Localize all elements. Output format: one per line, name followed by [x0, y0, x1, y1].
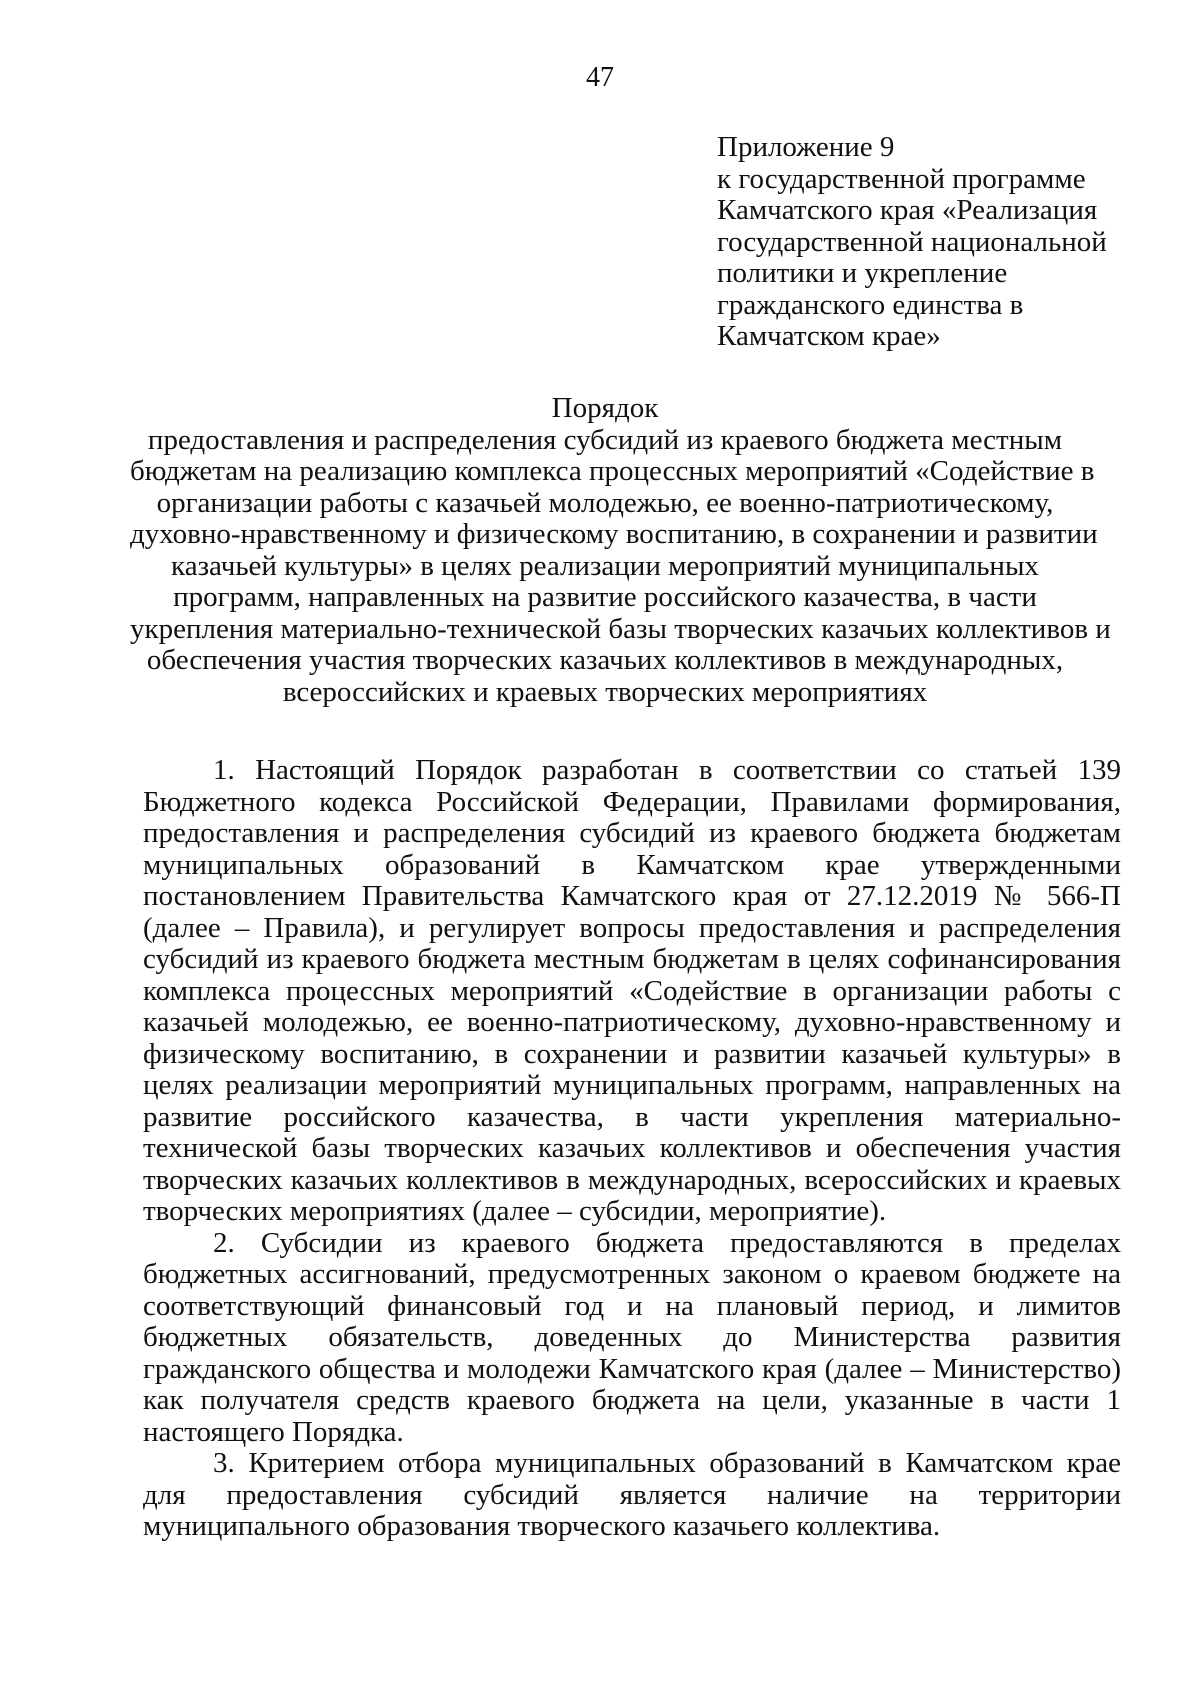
title-line: всероссийских и краевых творческих мероприятиях	[282, 675, 928, 708]
title-line: предоставления и распределения субсидий из краевого бюджета местным	[147, 423, 1063, 456]
appendix-header	[717, 132, 1137, 353]
appendix-line: Приложение 9	[717, 131, 895, 163]
appendix-line: государственной национальной	[717, 225, 1107, 258]
document-title	[130, 392, 1111, 708]
appendix-line: Камчатского края «Реализация	[717, 194, 1098, 226]
title-line: организации работы с казачьей молодежью, ее военно-патриотическому,	[156, 486, 1054, 519]
title-heading: Порядок	[551, 392, 659, 424]
paragraph-2: 2. Субсидии из краевого бюджета предоставляются в пределах бюджетных ассигнований, предусмотренных законом о краевом бюджете на соответствующий финансовый год и на плановый период, и лимитов бюджетных обязательств, доведенных до Министерства развития гражданского общества и молодежи Камчатского края (далее – Министерство) как получателя средств краевого бюджета на цели, указанные в части 1 настоящего Порядка.	[143, 1226, 1121, 1448]
document-body	[143, 755, 1121, 1543]
appendix-line: Камчатском крае»	[717, 320, 941, 352]
title-line: бюджетам на реализацию комплекса процессных мероприятий «Содействие в	[130, 455, 1095, 487]
appendix-line: к государственной программе	[717, 162, 1086, 195]
paragraph-1: 1. Настоящий Порядок разработан в соответствии со статьей 139 Бюджетного кодекса Российской Федерации, Правилами формирования, предоставления и распределения субсидий из краевого бюджета бюджетам муниципальных образований в Камчатском крае утвержденными постановлением Правительства Камчатского края от 27.12.2019 № 566-П (далее – Правила), и регулирует вопросы предоставления и распределения субсидий из краевого бюджета местным бюджетам в целях софинансирования комплекса процессных мероприятий «Содействие в организации работы с казачьей молодежью, ее военно-патриотическому, духовно-нравственному и физическому воспитанию, в сохранении и развитии казачьей культуры» в целях реализации мероприятий муниципальных программ, направленных на развитие российского казачества, в части укрепления материально-технической базы творческих казачьих коллективов и обеспечения участия творческих казачьих коллективов в международных, всероссийских и краевых творческих мероприятиях (далее – субсидии, мероприятие).	[143, 754, 1121, 1227]
paragraph-3: 3. Критерием отбора муниципальных образований в Камчатском крае для предоставления субсидий является наличие на территории муниципального образования творческого казачьего коллектива.	[143, 1447, 1121, 1542]
page-number: 47	[586, 62, 614, 93]
title-line: казачьей культуры» в целях реализации мероприятий муниципальных	[171, 549, 1039, 582]
appendix-line: политики и укрепление	[717, 257, 1008, 289]
title-line: обеспечения участия творческих казачьих коллективов в международных,	[146, 644, 1064, 676]
title-line: духовно-нравственному и физическому воспитанию, в сохранении и развитии	[130, 518, 1098, 550]
appendix-line: гражданского единства в	[717, 288, 1024, 321]
title-line: программ, направленных на развитие российского казачества, в части	[173, 581, 1037, 613]
title-line: укрепления материально-технической базы творческих казачьих коллективов и	[130, 612, 1111, 645]
